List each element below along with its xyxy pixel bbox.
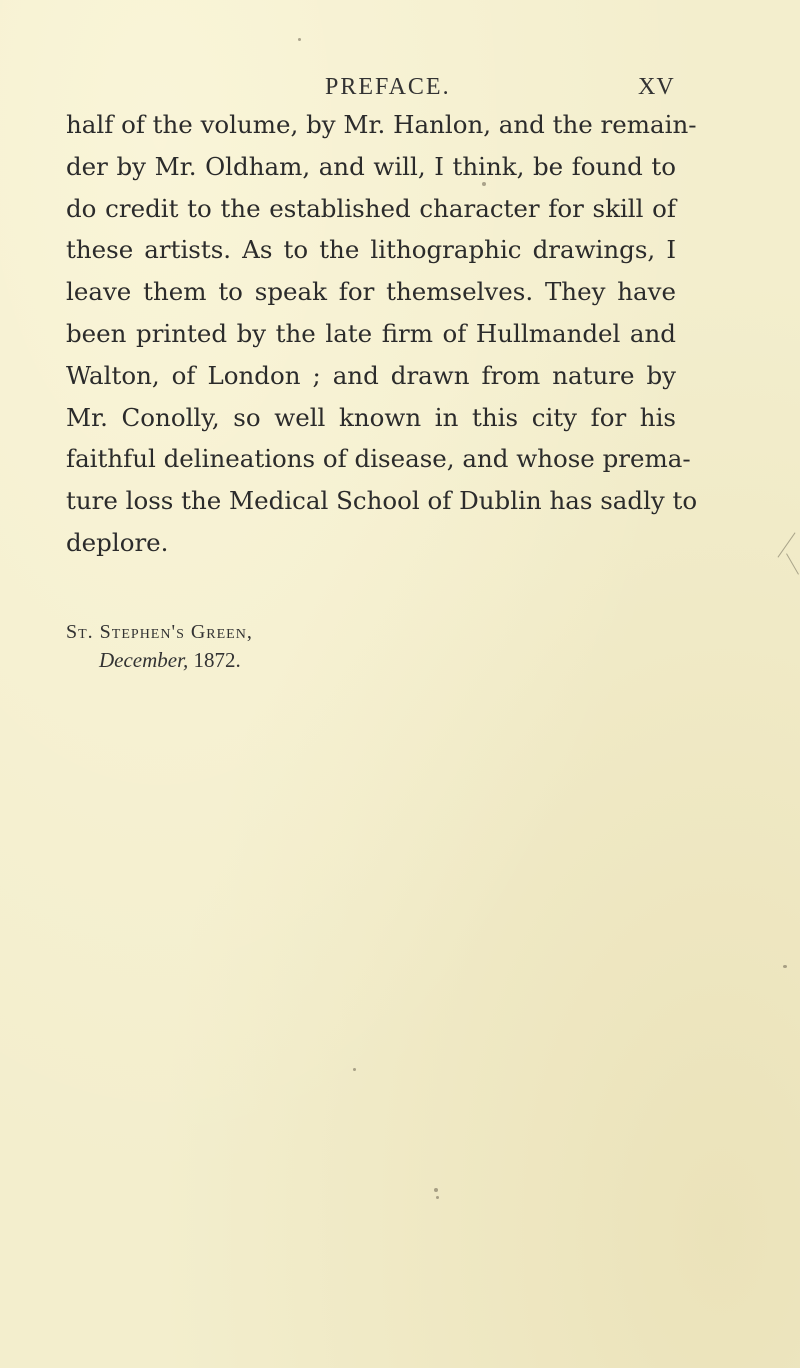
text-line: Walton, of London ; and drawn from nature by: [66, 360, 676, 390]
text-line: der by Mr. Oldham, and will, I think, be found to: [66, 151, 676, 181]
text-line: do credit to the established character for skill of: [66, 193, 676, 223]
signature-place: St. Stephen's Green,: [66, 621, 253, 643]
signature-date: [99, 646, 566, 674]
text-line: leave them to speak for themselves. They have: [66, 277, 676, 307]
page-edge-mark: [786, 553, 799, 574]
running-title: PREFACE.: [325, 74, 451, 100]
paper-speck: [298, 38, 301, 41]
text-line: ture loss the Medical School of Dublin has sadly to: [66, 486, 698, 516]
text-line: deplore.: [66, 527, 169, 557]
paper-speck: [436, 1196, 439, 1199]
page-number: XV: [638, 74, 675, 100]
text-line: faithful delineations of disease, and whose prema-: [66, 444, 691, 474]
paper-speck: [434, 1188, 438, 1192]
preface-body-text: [66, 104, 698, 564]
text-line: been printed by the late firm of Hullmandel and: [66, 318, 676, 348]
paper-speck: [353, 1068, 356, 1071]
text-line: these artists. As to the lithographic drawings, I: [66, 235, 676, 265]
paper-speck: [482, 182, 486, 186]
signature-block: [66, 618, 566, 674]
paper-speck: [783, 965, 787, 968]
signature-month: December,: [99, 648, 189, 672]
signature-year: 1872.: [193, 648, 241, 672]
text-line: half of the volume, by Mr. Hanlon, and the remain-: [66, 110, 697, 139]
text-line: Mr. Conolly, so well known in this city for his: [66, 402, 676, 432]
